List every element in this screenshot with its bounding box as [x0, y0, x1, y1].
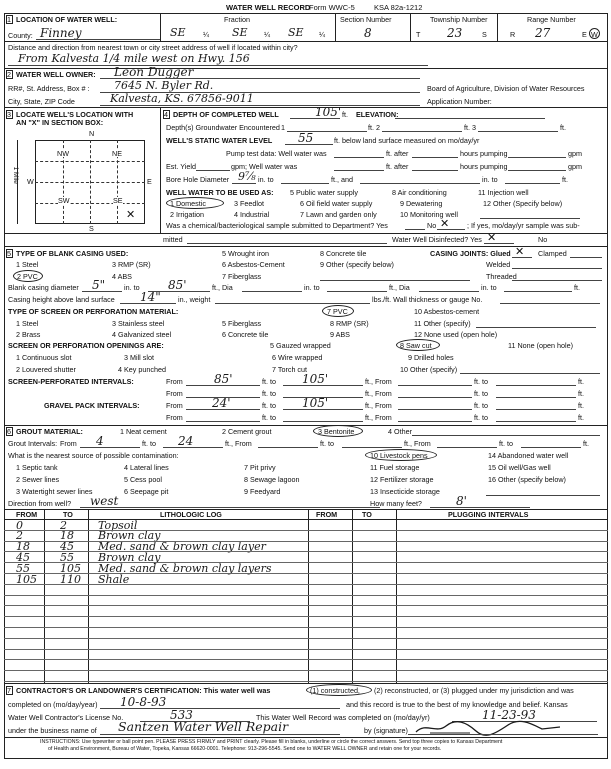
casing-diameter-value[interactable]: 5"	[92, 278, 106, 292]
gravel-from-value[interactable]: 24'	[212, 396, 231, 410]
owner-label: WATER WELL OWNER:	[16, 70, 96, 79]
log-row-line	[4, 605, 608, 606]
form-title: WATER WELL RECORD	[226, 3, 311, 12]
log-row-line	[4, 616, 608, 617]
log-header-to: TO	[63, 510, 73, 519]
distance-value[interactable]: From Kalvesta 1/4 mile west on Hwy. 156	[18, 52, 250, 65]
log-row-description[interactable]: Med. sand & brown clay layers	[98, 561, 272, 575]
screen-to-value[interactable]: 105'	[302, 372, 329, 386]
rr-value[interactable]: 7645 N. Byler Rd.	[114, 79, 214, 92]
casing-height-value[interactable]: 14"	[140, 290, 161, 304]
log-row-description[interactable]: Brown clay	[98, 550, 161, 564]
range-label: Range Number	[527, 15, 576, 24]
mile-label: 1 Mile	[11, 166, 19, 184]
completed-date-value[interactable]: 10-8-93	[120, 695, 167, 709]
board-label: Board of Agriculture, Division of Water Resources	[427, 84, 585, 93]
application-label: Application Number:	[427, 97, 492, 106]
rr-label: RR#, St. Address, Box # :	[8, 84, 90, 93]
ksa-reference: KSA 82a-1212	[374, 3, 423, 12]
log-row-line	[4, 562, 608, 563]
log-row-from[interactable]: 105	[16, 572, 37, 586]
log-row-line	[4, 584, 608, 585]
log-row-description[interactable]: Topsoil	[98, 518, 138, 532]
cert-constructed[interactable]: (1) constructed,	[310, 686, 360, 695]
grout-from-value[interactable]: 4	[96, 434, 104, 448]
log-row-line	[4, 541, 608, 542]
log-row-line	[4, 638, 608, 639]
static-level-value[interactable]: 55	[298, 131, 314, 145]
log-row-from[interactable]: 45	[16, 550, 30, 564]
log-row-description[interactable]: Shale	[98, 572, 130, 586]
township-label: Township Number	[430, 15, 488, 24]
use-industrial[interactable]: 4 Industrial	[234, 210, 270, 219]
log-row-line	[4, 595, 608, 596]
location-label: LOCATION OF WATER WELL:	[16, 15, 118, 24]
log-row-line	[4, 649, 608, 650]
form-number: Form WWC-5	[309, 3, 355, 12]
use-public-water[interactable]: 5 Public water supply	[290, 188, 358, 197]
contractor-signature	[410, 718, 570, 738]
log-row-to[interactable]: 45	[60, 540, 74, 554]
use-lawn-garden[interactable]: 7 Lawn and garden only	[300, 210, 377, 219]
log-row-line	[4, 627, 608, 628]
casing-depth-value[interactable]: 85'	[168, 278, 187, 292]
log-row-line	[4, 551, 608, 552]
owner-value[interactable]: Leon Dugger	[114, 65, 194, 79]
log-row-line	[4, 659, 608, 660]
depth-label: DEPTH OF COMPLETED WELL	[173, 110, 279, 119]
instructions-line-2: of Health and Environment, Bureau of Water, Topeka, Kansas 66620-0001. Telephone: 913-296-5545. Send one to WATER WELL OWNER and retain one for your records.	[48, 746, 442, 752]
screen-from-value[interactable]: 85'	[214, 372, 233, 386]
gravel-to-value[interactable]: 105'	[302, 396, 329, 410]
glued-x[interactable]: ✕	[515, 245, 525, 258]
record-date-value[interactable]: 11-23-93	[482, 708, 536, 722]
fraction-label: Fraction	[224, 15, 250, 24]
grout-to-value[interactable]: 24	[178, 434, 194, 448]
bore-diameter-value[interactable]: 9⅞	[238, 170, 256, 183]
bact-no-x[interactable]: ✕	[440, 217, 450, 230]
township-value[interactable]: 23	[447, 26, 463, 40]
depth-value[interactable]: 105'	[315, 105, 342, 119]
range-value[interactable]: 27	[535, 26, 551, 40]
use-injection-well[interactable]: 11 Injection well	[478, 188, 529, 197]
well-location-x: ✕	[126, 208, 136, 221]
distance-label: Distance and direction from nearest town or city street address of well if located within city?	[8, 43, 298, 52]
city-label: City, State, ZIP Code	[8, 97, 75, 106]
use-monitoring[interactable]: 10 Monitoring well	[400, 210, 458, 219]
log-row-from[interactable]: 18	[16, 540, 30, 554]
log-row-from[interactable]: 2	[16, 529, 23, 543]
use-irrigation[interactable]: 2 Irrigation	[170, 210, 204, 219]
log-row-to[interactable]: 105	[60, 561, 81, 575]
log-row-description[interactable]: Brown clay	[98, 529, 161, 543]
fraction-2[interactable]: SE	[232, 26, 248, 39]
use-other[interactable]: 12 Other (Specify below)	[483, 199, 563, 208]
log-row-to[interactable]: 110	[60, 572, 81, 586]
water-well-record-form: WATER WELL RECORD Form WWC-5 KSA 82a-1212 1 LOCATION OF WATER WELL: County: Finney Fraction SE ¼ SE ¼ SE ¼ Section Number 8 Township Number T 23 S Range Number R 27 E W Distance and direction from nearest town or city street address of well if located within city? From Kalvesta 1/4 mile west on Hwy. 156 2 WATER WELL OWNER: Leon Dugger RR#, St. Address, Box # : 7645 N. Byler Rd. City, State, ZIP Code Kalvesta, KS. 67856-9011 Board of Agriculture, Division of Water Resources Application Number: 3 LOCATE WELL'S LOCATION WITH AN "X" IN SECTION BOX: N S W E 1 Mile NW NE SW SE ✕ 4 DEPTH OF COMPLETED WELL 105' ft. ELEVATION: Depth(s) Groundwater Encountered 1 ft. 2 ft. 3 ft. WELL'S STATIC WATER LEVEL 55 ft. below land surface measured on mo/day/yr Pump test data: Well water was ft. after hours pumping gpm Est. Yield gpm; Well water was ft. after hours pumping gpm Bore Hole Diameter 9⅞ in. to ft., and in. to ft. WELL WATER TO BE USED AS: 5 Public water supply 8 Air conditioning 11 Injection well 1 Domestic 3 Feedlot 6 Oil field water supply 9 Dewatering 12 Other (Specify below) 2 Irrigation 4 Industrial 7 Lawn and garden only 10 Monitoring well Was a chemical/bacteriological sample submitted to Department? Yes No ✕ ; If yes, mo/day/yr sample was sub- mitted Water Well Disinfected? Yes ✕ No 5 TYPE OF BLANK CASING USED: 5 Wrought iron 8 Concrete tile CASING JOINTS: Glued ✕ Clamped 1 Steel 3 RMP (SR) 6 Asbestos-Cement 9 Other (specify below) Welded 2 PVC 4 ABS 7 Fiberglass Threaded Blank casing diameter 5" in. to 85' ft., Dia in. to ft., Dia in. to ft. Casing height above land surface 14" in., weight lbs./ft. Wall thickness or gauge No. TYPE OF SCREEN OR PERFORATION MATERIAL: 7 PVC 10 Asbestos-cement 1 Steel 3 Stainless steel 5 Fiberglass 8 RMP (SR) 11 Other (specify) 2 Brass 4 Galvanized steel 6 Concrete tile 9 ABS 12 None used (open hole) SCREEN OR PERFORATION OPENINGS ARE: 5 Gauzed wrapped 8 Saw cut 11 None (open hole) 1 Continuous slot 3 Mill slot 6 Wire wrapped 9 Drilled holes 2 Louvered shutter 4 Key punched 7 Torch cut 10 Other (specify) SCREEN-PERFORATED INTERVALS: From 85' ft. to 105' ft., From ft. to ft. From ft. to ft., From ft. to ft. GRAVEL PACK INTERVALS: From 24' ft. to 105' ft., From ft. to ft. From ft. to ft., From ft. to ft. 6 GROUT MATERIAL: 1 Neat cement 2 Cement grout 3 Bentonite 4 Other Grout Intervals: From 4 ft. to 24 ft., From ft. to ft., From ft. to ft. What is the nearest source of possible contamination: 10 Livestock pens 14 Abandoned water well 1 Septic tank 4 Lateral lines 7 Pit privy 11 Fuel storage 15 Oil well/Gas well 2 Sewer lines 5 Cess pool 8 Sewage lagoon 12 Fertilizer storage 16 Other (specify below) 3 Watertight sewer lines 6 Seepage pit 9 Feedyard 13 Insecticide storage Direction from well? west How many feet? 8' FROM TO LITHOLOGIC LOG FROM TO PLUGGING INTERVALS 0 2 Topsoil 2 18 Brown clay 18 45 Med. sand & brown clay layer 45 55 Brown clay 55 105 Med. sand & brown clay layers 105 110 Shale 7 CONTRACTOR'S OR LANDOWNER'S CERTIFICATION: This water well was (1) constructed, (2) reconstructed, or (3) plugged under my jurisdiction and was completed on (mo/day/year) 10-8-93 and this record is true to the best of my knowledge and belief. Kansas Water Well Contractor's License No. 533 This Water Well Record was completed on (mo/day/yr) 11-23-93 under the business name of Santzen Water Well Repair by (signature) INSTRUCTIONS: Use typewriter or ball point pen. PLEASE PRESS FIRMLY and PRINT clearly. Please fill in blanks, underline or circle the correct answers. Send top three copies to Kansas Department of Health and Environment, Bureau of Water, Topeka, Kansas 66620-0001. Telephone: 913-296-5545. Send one to WATER WELL OWNER and retain one for your records.	[0, 0, 611, 769]
county-label: County:	[8, 31, 33, 40]
disinfected-yes-x[interactable]: ✕	[487, 231, 497, 244]
use-dewatering[interactable]: 9 Dewatering	[400, 199, 443, 208]
use-domestic[interactable]: 1 Domestic	[170, 199, 206, 208]
log-header-plugging: PLUGGING INTERVALS	[448, 510, 529, 519]
log-header-to-2: TO	[362, 510, 372, 519]
log-row-line	[4, 670, 608, 671]
use-air-conditioning[interactable]: 8 Air conditioning	[392, 188, 447, 197]
log-row-to[interactable]: 2	[60, 518, 67, 532]
use-feedlot[interactable]: 3 Feedlot	[234, 199, 264, 208]
instructions-line-1: INSTRUCTIONS: Use typewriter or ball point pen. PLEASE PRESS FIRMLY and PRINT clearly. Please fill in blanks, underline or circle the correct answers. Send top three copies to Kansas Department	[40, 739, 503, 745]
log-row-line	[4, 573, 608, 574]
log-row-description[interactable]: Med. sand & brown clay layer	[98, 540, 266, 554]
license-number-value[interactable]: 533	[170, 708, 193, 722]
county-value[interactable]: Finney	[40, 26, 82, 40]
business-name-value[interactable]: Santzen Water Well Repair	[118, 719, 289, 734]
section-number-value[interactable]: 8	[364, 26, 372, 40]
use-oil-field[interactable]: 6 Oil field water supply	[300, 199, 373, 208]
direction-value[interactable]: west	[90, 494, 119, 508]
log-row-from[interactable]: 0	[16, 518, 23, 532]
log-header-lithologic: LITHOLOGIC LOG	[160, 510, 222, 519]
log-row-line	[4, 530, 608, 531]
howmany-value[interactable]: 8'	[456, 494, 467, 508]
log-row-line	[4, 681, 608, 682]
fraction-3[interactable]: SE	[288, 26, 304, 39]
log-row-to[interactable]: 55	[60, 550, 74, 564]
city-value[interactable]: Kalvesta, KS. 67856-9011	[110, 92, 254, 105]
section-number-label: Section Number	[340, 15, 392, 24]
locate-label-2: AN "X" IN SECTION BOX:	[16, 118, 104, 127]
log-row-from[interactable]: 55	[16, 561, 30, 575]
log-header-from-2: FROM	[316, 510, 338, 519]
locate-label-1: LOCATE WELL'S LOCATION WITH	[16, 110, 134, 119]
log-row-to[interactable]: 18	[60, 529, 74, 543]
fraction-1[interactable]: SE	[170, 26, 186, 39]
log-header-from: FROM	[16, 510, 38, 519]
